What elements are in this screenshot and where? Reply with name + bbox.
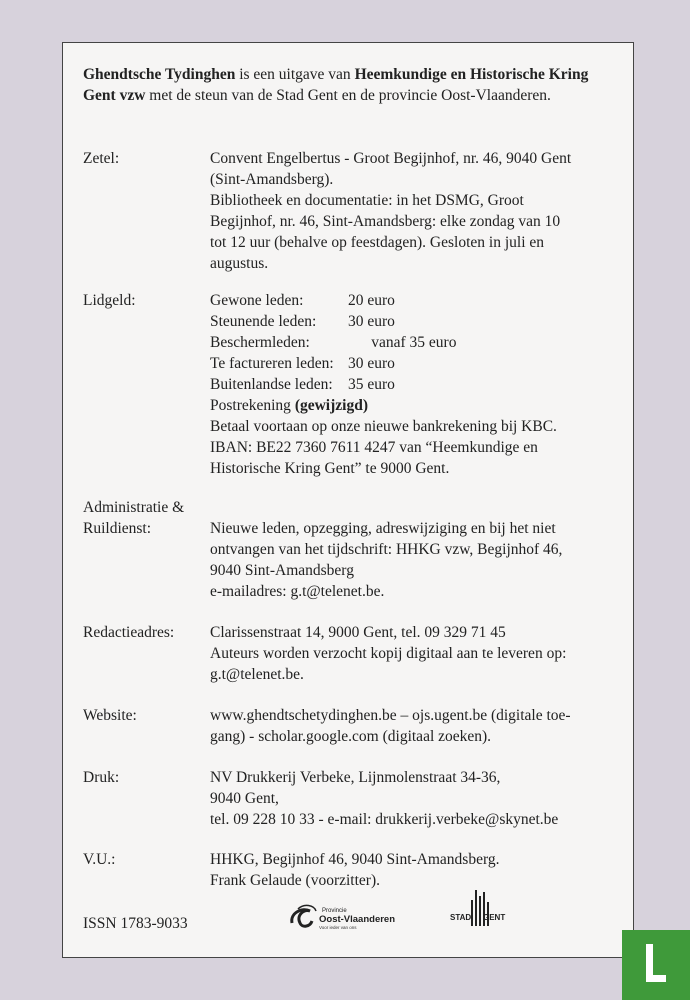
druk-line: tel. 09 228 10 33 - e-mail: drukkerij.verbeke@skynet.be [210, 811, 559, 828]
fee-amount: vanaf 35 euro [348, 334, 457, 351]
lidgeld-value [210, 290, 620, 479]
redactie-value [210, 622, 620, 685]
website-label: Website: [83, 707, 137, 724]
intro-paragraph [83, 65, 608, 106]
druk-line: NV Drukkerij Verbeke, Lijnmolenstraat 34-36, [210, 769, 501, 786]
administratie-label [83, 497, 213, 539]
vu-line: HHKG, Begijnhof 46, 9040 Sint-Amandsberg. [210, 851, 500, 868]
zetel-line: tot 12 uur (behalve op feestdagen). Gesloten in juli en [210, 234, 545, 251]
fee-row [210, 290, 620, 311]
logo-ov-tagline: Voor ieder van ons [319, 925, 357, 930]
administratie-line: e-mailadres: g.t@telenet.be. [210, 583, 385, 600]
logo-ov-small-text: Provincie [322, 908, 347, 914]
fee-row [210, 311, 620, 332]
fee-type: Buitenlandse leden: [210, 376, 333, 393]
lidgeld-line: Historische Kring Gent” te 9000 Gent. [210, 460, 450, 477]
redactie-line: Clarissenstraat 14, 9000 Gent, tel. 09 329 71 45 [210, 624, 506, 641]
administratie-value [210, 518, 620, 602]
provincie-oost-vlaanderen-logo [288, 901, 398, 935]
colophon-frame [62, 42, 634, 958]
intro-text-2: met de steun van de Stad Gent en de provincie Oost-Vlaanderen. [145, 86, 551, 104]
zetel-line: Convent Engelbertus - Groot Begijnhof, nr. 46, 9040 Gent [210, 150, 572, 167]
zetel-label: Zetel: [83, 150, 120, 167]
fee-type: Te factureren leden: [210, 355, 334, 372]
publication-title: Ghendtsche Tydinghen [83, 66, 236, 83]
issn-number: ISSN 1783-9033 [83, 915, 188, 932]
administratie-line: Nieuwe leden, opzegging, adreswijziging en bij het niet [210, 520, 556, 537]
lidgeld-label: Lidgeld: [83, 292, 136, 309]
druk-label: Druk: [83, 769, 120, 786]
fee-amount: 30 euro [348, 355, 395, 372]
vu-label: V.U.: [83, 851, 116, 868]
zetel-line: Bibliotheek en documentatie: in het DSMG, Groot [210, 192, 524, 209]
fee-row [210, 374, 620, 395]
administratie-label-line: Administratie & [83, 499, 185, 516]
vu-line: Frank Gelaude (voorzitter). [210, 872, 381, 889]
fee-amount: 30 euro [348, 313, 395, 330]
fee-row [210, 332, 620, 353]
redactie-line: Auteurs worden verzocht kopij digitaal aan te leveren op: [210, 645, 567, 662]
druk-line: 9040 Gent, [210, 790, 279, 807]
fee-amount: 20 euro [348, 292, 395, 309]
lidgeld-line: Betaal voortaan op onze nieuwe bankrekening bij KBC. [210, 418, 557, 435]
redactie-label: Redactieadres: [83, 624, 175, 641]
organization-name: Heemkundige en Historische Kring Gent vzw [83, 66, 589, 104]
fee-type: Beschermleden: [210, 334, 310, 351]
website-line: gang) - scholar.google.com (digitaal zoeken). [210, 728, 492, 745]
fee-row [210, 353, 620, 374]
zetel-line: (Sint-Amandsberg). [210, 171, 334, 188]
logo-gent-left-text: STAD [450, 913, 472, 922]
postrekening-line [210, 395, 620, 416]
druk-value [210, 767, 620, 830]
postrekening-text: Postrekening [210, 397, 295, 414]
website-value [210, 705, 620, 747]
administratie-line: ontvangen van het tijdschrift: HHKG vzw, Begijnhof 46, [210, 541, 563, 558]
zetel-line: Begijnhof, nr. 46, Sint-Amandsberg: elke zondag van 10 [210, 213, 561, 230]
lidgeld-line: IBAN: BE22 7360 7611 4247 van “Heemkundige en [210, 439, 538, 456]
intro-text-1: is een uitgave van [235, 66, 355, 83]
corner-mark [622, 930, 690, 1000]
redactie-line: g.t@telenet.be. [210, 666, 304, 683]
administratie-line: 9040 Sint-Amandsberg [210, 562, 354, 579]
l-shape-icon [646, 944, 666, 982]
logo-ov-main-text: Oost-Vlaanderen [319, 914, 396, 925]
administratie-label-line: Ruildienst: [83, 520, 152, 537]
vu-value [210, 849, 620, 891]
gewijzigd-text: (gewijzigd) [294, 397, 368, 414]
website-line: www.ghendtschetydinghen.be – ojs.ugent.be (digitale toe- [210, 707, 571, 724]
fee-type: Gewone leden: [210, 292, 304, 309]
zetel-line: augustus. [210, 255, 269, 272]
fee-amount: 35 euro [348, 376, 395, 393]
fee-type: Steunende leden: [210, 313, 317, 330]
stad-gent-logo [448, 888, 508, 934]
zetel-value [210, 148, 620, 274]
logo-gent-right-text: GENT [483, 913, 506, 922]
